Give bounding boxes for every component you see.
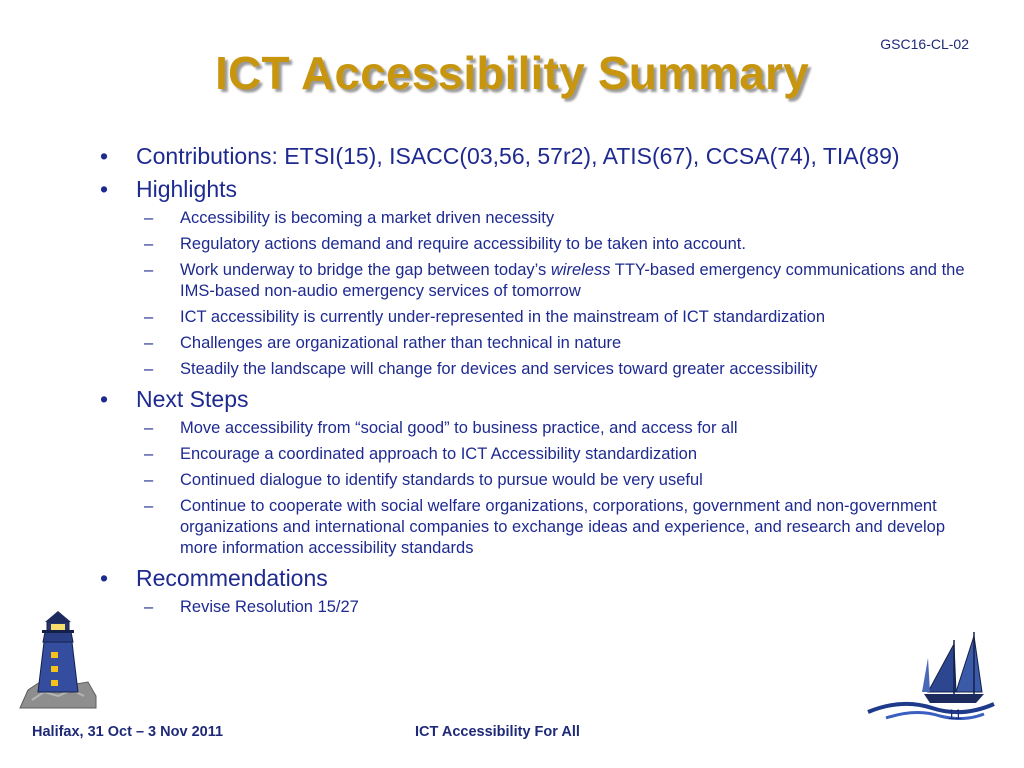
bullet-highlights — [100, 175, 970, 203]
sub-bullet — [100, 418, 970, 439]
sub-bullet-text: Encourage a coordinated approach to ICT Accessibility standardization — [180, 445, 698, 463]
sub-bullet — [100, 496, 970, 559]
sub-bullet — [100, 208, 970, 229]
bullet-recommendations — [100, 564, 970, 592]
text-after-emphasis: TTY-based emergency communications and the IMS-based non-audio emergency services of tomorrow — [180, 261, 965, 300]
document-code: GSC16-CL-02 — [880, 36, 969, 52]
dash-marker: – — [144, 209, 154, 227]
dash-marker: – — [144, 445, 154, 463]
sub-bullet — [100, 260, 970, 302]
bullet-marker: • — [100, 386, 109, 412]
sub-bullet-text: Move accessibility from “social good” to business practice, and access for all — [180, 419, 738, 437]
highlights-list — [100, 208, 970, 380]
footer-theme: ICT Accessibility For All — [415, 724, 580, 740]
sub-bullet — [100, 307, 970, 328]
sub-bullet — [100, 597, 970, 618]
bullet-marker: • — [100, 565, 109, 591]
sub-bullet — [100, 444, 970, 465]
lighthouse-icon — [18, 608, 98, 710]
slide-title: ICT Accessibility Summary — [215, 47, 809, 99]
sub-bullet — [100, 333, 970, 354]
sub-bullet-text: Steadily the landscape will change for devices and services toward greater accessibility — [180, 360, 818, 378]
dash-marker: – — [144, 419, 154, 437]
sub-bullet-text — [180, 261, 965, 300]
dash-marker: – — [144, 308, 154, 326]
page-number: 11 — [947, 706, 962, 722]
dash-marker: – — [144, 497, 154, 515]
sub-bullet-text: Continue to cooperate with social welfare organizations, corporations, government and non-government organizations and international companies to exchange ideas and experience, and research and develop more information accessibility standards — [180, 497, 946, 557]
next-steps-list — [100, 418, 970, 559]
dash-marker: – — [144, 261, 154, 279]
emphasis-wireless: wireless — [550, 261, 611, 279]
bullet-marker: • — [100, 143, 109, 169]
sub-bullet — [100, 359, 970, 380]
schooner-ship-icon — [864, 628, 998, 720]
sub-bullet — [100, 470, 970, 491]
sub-bullet-text: Accessibility is becoming a market driven necessity — [180, 209, 555, 227]
dash-marker: – — [144, 471, 154, 489]
dash-marker: – — [144, 598, 154, 616]
bullet-next-steps — [100, 385, 970, 413]
sub-bullet-text: ICT accessibility is currently under-represented in the mainstream of ICT standardization — [180, 308, 826, 326]
bullet-marker: • — [100, 176, 109, 202]
bullet-text: Next Steps — [136, 386, 249, 412]
bullet-text: Recommendations — [136, 565, 328, 591]
dash-marker: – — [144, 235, 154, 253]
sub-bullet-text: Continued dialogue to identify standards to pursue would be very useful — [180, 471, 703, 489]
sub-bullet-text: Challenges are organizational rather than technical in nature — [180, 334, 622, 352]
bullet-text: Highlights — [136, 176, 237, 202]
bullet-contributions — [100, 142, 970, 170]
sub-bullet — [100, 234, 970, 255]
bullet-text: Contributions: ETSI(15), ISACC(03,56, 57r2), ATIS(67), CCSA(74), TIA(89) — [136, 143, 900, 169]
recommendations-list — [100, 597, 970, 618]
sub-bullet-text: Revise Resolution 15/27 — [180, 598, 359, 616]
slide-content — [100, 142, 970, 623]
text-before-emphasis: Work underway to bridge the gap between today’s — [180, 261, 551, 279]
dash-marker: – — [144, 334, 154, 352]
footer-location-date: Halifax, 31 Oct – 3 Nov 2011 — [32, 724, 224, 740]
dash-marker: – — [144, 360, 154, 378]
sub-bullet-text: Regulatory actions demand and require accessibility to be taken into account. — [180, 235, 746, 253]
